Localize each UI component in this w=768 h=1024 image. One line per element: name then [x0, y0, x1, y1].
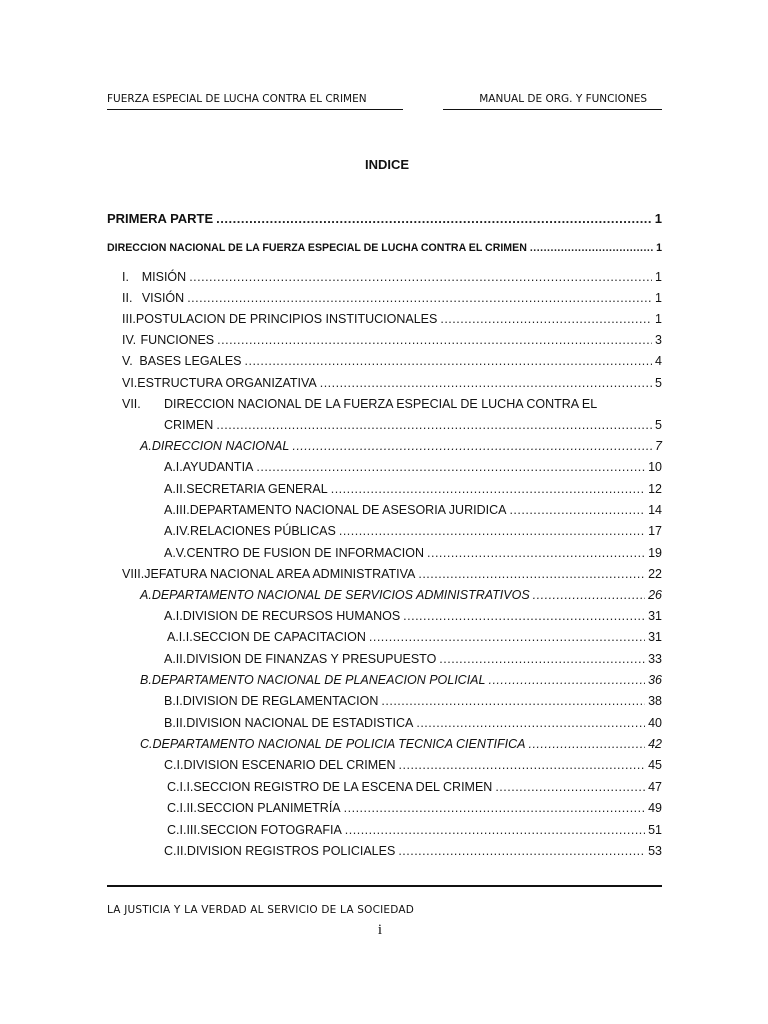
toc-entry: A.I. AYUDANTIA ..... 10: [164, 460, 662, 478]
toc-entry: IV. FUNCIONES ..... 3: [122, 333, 662, 351]
toc-entry: II. VISIÓN ..... 1: [122, 291, 662, 309]
toc-entry: A.III. DEPARTAMENTO NACIONAL DE ASESORIA JURIDICA ..... 14: [164, 503, 662, 521]
footer-divider: [107, 885, 662, 887]
toc-entry: III. POSTULACION DE PRINCIPIOS INSTITUCIONALES ..... 1: [122, 312, 662, 330]
toc-entry: B.II. DIVISION NACIONAL DE ESTADISTICA ..... 40: [164, 716, 662, 734]
toc-entry: A.II. SECRETARIA GENERAL ..... 12: [164, 482, 662, 500]
toc-entry: C. DEPARTAMENTO NACIONAL DE POLICIA TECNICA CIENTIFICA ..... 42: [140, 737, 662, 755]
toc-entry: CRIMEN ..... 5: [164, 418, 662, 436]
toc-entry: A. DIRECCION NACIONAL ..... 7: [140, 439, 662, 457]
toc-entry: DIRECCION NACIONAL DE LA FUERZA ESPECIAL DE LUCHA CONTRA EL CRIMEN ..... 1: [107, 242, 662, 260]
toc-entry: B.I. DIVISION DE REGLAMENTACION ..... 38: [164, 694, 662, 712]
toc-entry: A.I. DIVISION DE RECURSOS HUMANOS ..... 31: [164, 609, 662, 627]
toc-entry: A. DEPARTAMENTO NACIONAL DE SERVICIOS ADMINISTRATIVOS ..... 26: [140, 588, 662, 606]
toc-entry: B. DEPARTAMENTO NACIONAL DE PLANEACION POLICIAL ..... 36: [140, 673, 662, 691]
header-right: MANUAL DE ORG. Y FUNCIONES: [479, 93, 647, 105]
toc-entry: C.I.I. SECCION REGISTRO DE LA ESCENA DEL CRIMEN ..... 47: [167, 780, 662, 798]
footer-motto: LA JUSTICIA Y LA VERDAD AL SERVICIO DE LA SOCIEDAD: [107, 904, 415, 916]
toc-entry: VIII. JEFATURA NACIONAL AREA ADMINISTRATIVA ..... 22: [122, 567, 662, 585]
toc-entry: A.II. DIVISION DE FINANZAS Y PRESUPUESTO ..... 33: [164, 652, 662, 670]
toc-entry: C.II. DIVISION REGISTROS POLICIALES ..... 53: [164, 844, 662, 862]
toc-entry: VI. ESTRUCTURA ORGANIZATIVA ..... 5: [122, 376, 662, 394]
page-title: INDICE: [364, 157, 410, 172]
page-number: i: [377, 922, 383, 938]
toc-entry: PRIMERA PARTE ..... 1: [107, 211, 662, 229]
toc-entry: A.V. CENTRO DE FUSION DE INFORMACION ..... 19: [164, 546, 662, 564]
toc-entry: C.I. DIVISION ESCENARIO DEL CRIMEN ..... 45: [164, 758, 662, 776]
toc-entry: I. MISIÓN ..... 1: [122, 270, 662, 288]
toc-entry: V. BASES LEGALES ..... 4: [122, 354, 662, 372]
toc-entry: A.IV. RELACIONES PÚBLICAS ..... 17: [164, 524, 662, 542]
toc-entry: A.I.I. SECCION DE CAPACITACION ..... 31: [167, 630, 662, 648]
toc-entry: VII. DIRECCION NACIONAL DE LA FUERZA ESPECIAL DE LUCHA CONTRA EL: [122, 397, 598, 411]
toc-entry: C.I.III. SECCION FOTOGRAFIA ..... 51: [167, 823, 662, 841]
running-header: [107, 93, 662, 110]
toc-entry: C.I.II. SECCION PLANIMETRÍA ..... 49: [167, 801, 662, 819]
header-left: FUERZA ESPECIAL DE LUCHA CONTRA EL CRIMEN: [107, 93, 367, 105]
